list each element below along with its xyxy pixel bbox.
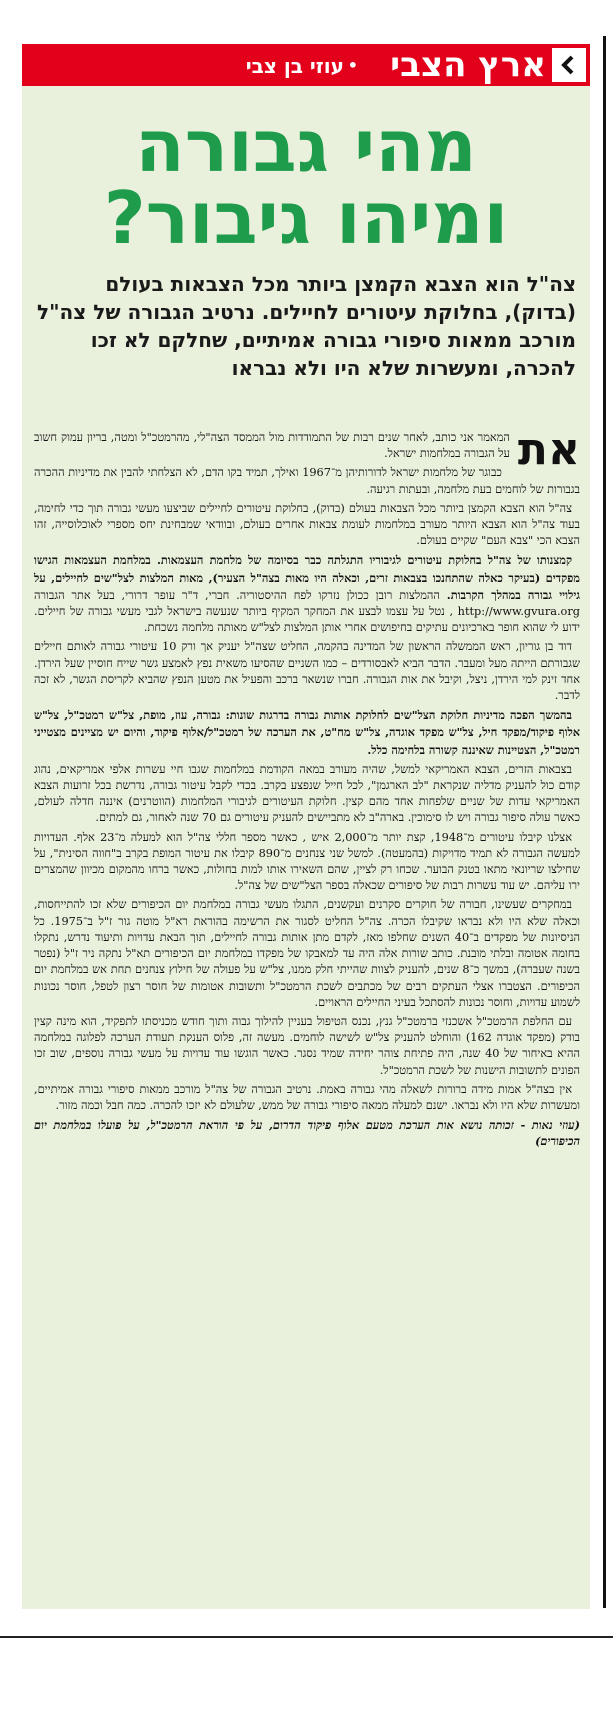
paragraph-11: אין בצה"ל אמות מידה ברורות לשאלה מהי גבורה באמת. נרטיב הגבורה של צה"ל מורכב ממאות סיפורי גבורה אמיתיים, ומעשרות שלא היו ולא נבראו. ישנם למעלה ממאה סיפורי גבורה של ממש, שלעולם לא יזכו להכרה. כמה חבל וכמה מזור. xyxy=(34,1082,580,1112)
paragraph-3: צה"ל הוא הצבא הקמצן ביותר מכל הצבאות בעולם (בדוק), בחלוקת עיטורים לחיילים שביצעו מעשי גבורה תוך כדי לחימה, בעוד צה"ל הוא הצבא היותר מעורב במלחמות לעומת צבאות אחרים בעולם, ובוודאי שמבחינת יחס מספרי לאוכלוסייה, זהו הצבא הכי "צבא העם" שקיים בעולם. xyxy=(34,501,580,548)
headline-line-2: ומיהו גיבור? xyxy=(103,176,509,260)
paragraph-7: בצבאות הזרים, הצבא האמריקאי למשל, שהיה מעורב במאה הקודמת במלחמות שגבו חיי עשרות אלפי אמריקאים, נהוג קודם כול להעניק מדליה שנקראת "לב הארגמן", לכל חייל שנפצע בקרב. בכדי לקבל עיטור גבורה, נדרשת בכל זרועות הצבא האמריקאי עדות של שניים שלפחות אחד מהם קצין. חלוקת העיטורים לגיבורי המלחמות (הווטרנים) איננה חדלה לעולם, כאשר עולה סיפור גבורה ויש לו סימוכין. בארה"ב לא מתביישים להעניק עיטורים גם 70 שנה לאחור, גם למתים. xyxy=(34,762,580,825)
paragraph-2: כבוגר של מלחמות ישראל לדורותיהן מ־1967 ואילך, תמיד בקו הדם, לא הצלחתי להבין את מדיניות ההכרה בגבורות של לוחמים בעת מלחמה, ובעתות רגיעה. xyxy=(34,466,580,496)
paragraph-4 xyxy=(34,552,580,636)
paragraph-10: עם החלפת הרמטכ"ל אשכנזי ברמטכ"ל גנץ, נכנס הטיפול בעניין להילוך גבוה ותוך חודש מכניסתו לתפקיד, הוא מינה קצין בודק (מפקד אוגדה 162) והוחלט להעניק צל"ש לשישה לוחמים. מעשה זה, פלוס הענקת תעודת הערכה לפלוגה במלחמה ההיא באיחור של 40 שנה, היה פתיחת צוהר יחידה שמיד נסגר. כאשר הוגשו עוד עדויות על מעשי גבורה נוספים, שוב זכו הפונים לתשובות הישנות של לשכת הרמטכ"ל. xyxy=(34,1014,581,1077)
article xyxy=(22,44,590,1609)
paragraph-4-bold: קמצנותו של צה"ל בחלוקת עיטורים לגיבוריו התגלתה כבר בסיומה של מלחמת העצמאות. במלחמת העצמאות הגישו מפקדים (בעיקר כאלה שהתחנכו בצבאות זרים, וכאלה היו מאות בצה"ל הצעיר), מאות המלצות לצל"שים לחיילים, על גילויי גבורה במהלך הקרבות. xyxy=(34,553,581,602)
chevron-left-icon xyxy=(552,48,586,82)
paragraph-6-bold: בהמשך הפכה מדיניות חלוקת הצל"שים לחלוקת אותות גבורה בדרגות שונות: גבורה, עוז, מופת, צל"ש רמטכ"ל, צל"ש אלוף פיקוד/מפקד חיל, צל"ש מפקד אוגדה, צל"ש מח"ט, את הערכה של רמטכ"ל/אלוף פיקוד, והיום יש מציינים מצטייני רמטכ"ל, הצטיינות שאיננה קשורה בלחימה כלל. xyxy=(34,708,581,757)
paragraph-1 xyxy=(34,424,580,475)
page-bottom-rule xyxy=(0,1636,613,1638)
paragraph-6 xyxy=(34,707,580,759)
paragraph-4-text: ההמלצות רובן ככולן נזרקו לפח ההיסטוריה. חברי, ד"ר עופר דרורי, בעל אתר הגבורה http://www.gvura.org , נטל על עצמו לבצע את המחקר המקיף ביותר שנעשה בישראל לגבי מעשי גבורה של חיילים. ידוע לי שהוא חופר בארכיונים עתיקים בחיפושים אחרי אותן המלצות לצל"ש מאותה מלחמה נשכחת. xyxy=(34,588,580,635)
section-title: ארץ הצבי xyxy=(390,45,546,85)
author-credit: (עוזי נאות - זכותה נושא אות הערכת מטעם אלוף פיקוד הדרום, על פי הוראת הרמטכ"ל, על פועלו במלחמת יום הכיפורים) xyxy=(34,1118,580,1149)
paragraph-8: אצלנו קיבלו עיטורים מ־1948, קצת יותר מ־2,000 איש , כאשר מספר חללי צה"ל הוא למעלה מ־23 אלף. העדויות למעשה הגבורה לא תמיד מדויקות (בהמעטה). למשל שני צנחנים מ־890 קיבלו את עיטור המופת בקרב ב"חווה הסינית", על שחילצו שריונאי מתאו בטנק הבוער. שכחו רק לציין, שהם השאירו אותו למות בחולות, כאשר ברחו מהמקום מכיוון שהמצרים ירו עליהם. יש עוד עשרות רבות של סיפורים שכאלה בספר הצל"שים של צה"ל. xyxy=(34,830,581,893)
section-header xyxy=(22,44,590,86)
paragraph-5: דוד בן גוריון, ראש הממשלה הראשון של המדינה בהקמה, החליט שצה"ל יעניק אך ורק 10 עיטורי גבורה לאותם חיילים שגבורתם הייתה מעל ומעבר. הדבר הביא לאבסורדים – כמו השניים שהסיעו משאית נפץ לאמצע גשר שייח חוסיין שעל הירדן. אחד זינק למי הירדן, ניצל, וקיבל את אות הגבורה. חברו שנשאר ברכב והפעיל את מטען הנפץ שהביא לקריסת הגשר, לא זכה לדבר. xyxy=(34,640,580,703)
author-byline: עוזי בן צבי xyxy=(245,54,344,78)
article-body xyxy=(34,424,581,1153)
headline xyxy=(32,104,580,260)
subheadline: צה"ל הוא הצבא הקמצן ביותר מכל הצבאות בעולם (בדוק), בחלוקת עיטורים לחיילים. נרטיב הגבורה של צה"ל מורכב ממאות סיפורי גבורה אמיתיים, שחלקם לא זכו להכרה, ומעשרות שלא היו ולא נבראו xyxy=(37,272,576,380)
drop-cap: את xyxy=(517,424,580,475)
paragraph-1-text: המאמר אני כותב, לאחר שנים רבות של התמודדות מול הממסד הצה"לי, מהרמטכ"ל ומטה, בריון עמוק חשוב על הגבורה במלחמות ישראל. xyxy=(34,431,510,461)
byline-separator: • xyxy=(347,56,358,75)
column-divider xyxy=(603,36,613,1608)
paragraph-9: במחקרים שעשינו, חבורה של חוקרים סקרנים ועקשנים, התגלו מעשי גבורה במלחמת יום הכיפורים שלא זכו להתייחסות, וכאלה שלא היו ולא נבראו שקיבלו הכרה. צה"ל החליט לסגור את הרשימה בהוראת רא"ל מוטה גור ז"ל ב־1975. כל הניסיונות של מפקדים ב־40 השנים שחלפו מאז, לקדם מתן אותות גבורה לחיילים, תוך הבאת עדויות ותיעוד נדרש, נתקלו בחומה אטומה ובלתי מובנת. כותב שורות אלה היה עד למאבקו של מפקדו במלחמת יום הכיפורים תא"ל נתקה ניר ז"ל (נפטר בשנה שעברה), במשך כ־8 שנים, להעניק לצוות שהייתי חלק ממנו, צל"ש על פעולה של חילוץ צנחנים תחת אש במלחמת יום הכיפורים. הצטברו אצלי העתקים רבים של מכתבים לשכת הרמטכ"ל ותשובות אטומות של חוסר רצון לטפל, חוסר נכונות לשמוע עדויות, וחוסר נכונות להסתכל בעיני החיילים הראויים. xyxy=(34,898,580,1009)
headline-line-1: מהי גבורה xyxy=(135,104,477,188)
